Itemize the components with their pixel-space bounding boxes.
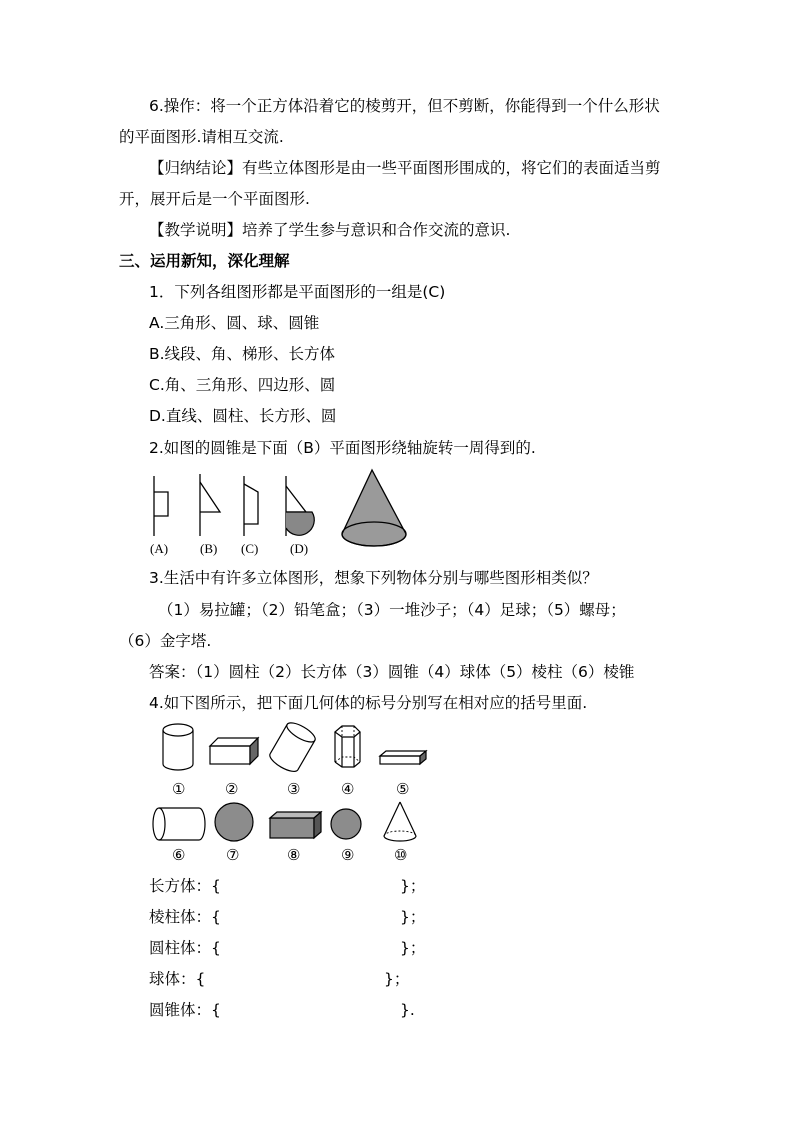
q4-solids-row-1 [150,720,440,780]
solid-2-cuboid [210,738,258,764]
figure-d-triangle-semicircle [286,476,314,536]
solid-label-2: ② [225,782,239,798]
question-1-option-c: C.角、三角形、四边形、圆 [149,376,336,394]
caption-d: (D) [290,541,309,556]
solid-label-4: ④ [341,782,355,798]
solid-3-tilted-cylinder [267,719,318,775]
solid-label-10: ⑩ [394,848,408,864]
question-4: 4.如下图所示，把下面几何体的标号分别写在相对应的括号里面. [149,694,588,712]
q4-solids-row-2 [150,800,440,850]
solid-7-sphere [215,803,253,841]
q2-figures [140,462,420,552]
solid-5-flat-cuboid [380,751,426,764]
question-3-items-2: （6）金字塔. [119,632,212,650]
question-3: 3.生活中有许多立体图形，想象下列物体分别与哪些图形相类似？ [149,569,598,587]
blank-cuboid-label: 长方体：{ [149,877,221,895]
figure-c-trapezoid [244,476,258,536]
question-3-items-1: （1）易拉罐；（2）铅笔盒；（3）一堆沙子；（4）足球；（5）螺母； [158,601,626,619]
solid-label-1: ① [172,782,186,798]
step-6-line-2: 的平面图形.请相互交流. [119,128,284,146]
step-6-line-1: 6.操作：将一个正方体沿着它的棱剪开，但不剪断，你能得到一个什么形状 [149,97,660,115]
solid-6-horizontal-cylinder [153,808,205,840]
blank-cylinder-end: }； [400,939,426,957]
solid-label-5: ⑤ [396,782,410,798]
conclusion-line-1: 【归纳结论】有些立体图形是由一些平面图形围成的，将它们的表面适当剪 [149,159,661,177]
cone-figure [342,470,406,546]
solid-label-9: ⑨ [341,848,355,864]
solid-10-cone [384,802,416,841]
solid-4-hexagonal-prism [335,726,360,767]
figure-b-triangle [200,474,220,536]
blank-prism-label: 棱柱体：{ [149,908,221,926]
figure-a-rectangle [154,476,168,536]
question-1-option-a: A.三角形、圆、球、圆锥 [149,314,320,332]
caption-a: (A) [150,541,169,556]
conclusion-line-2: 开，展开后是一个平面图形. [119,190,310,208]
caption-b: (B) [200,541,218,556]
blank-sphere-end: }； [384,970,410,988]
question-1-option-b: B.线段、角、梯形、长方体 [149,345,336,363]
blank-prism-end: }； [400,908,426,926]
section-heading: 三、运用新知，深化理解 [119,252,290,270]
solid-label-8: ⑧ [287,848,301,864]
solid-label-7: ⑦ [226,848,240,864]
solid-8-cuboid [270,812,321,838]
solid-9-sphere [331,809,361,839]
question-1: 1．下列各组图形都是平面图形的一组是(C) [149,283,446,301]
blank-cone-label: 圆锥体：{ [149,1001,221,1019]
caption-c: (C) [241,541,259,556]
blank-sphere-label: 球体：{ [149,970,206,988]
blank-cuboid-end: }； [400,877,426,895]
question-1-option-d: D.直线、圆柱、长方形、圆 [149,407,337,425]
solid-label-6: ⑥ [172,848,186,864]
solid-1-cylinder [163,724,193,770]
blank-cone-end: }. [400,1001,415,1019]
blank-cylinder-label: 圆柱体：{ [149,939,221,957]
teaching-note: 【教学说明】培养了学生参与意识和合作交流的意识. [149,221,511,239]
question-3-answer: 答案：（1）圆柱（2）长方体（3）圆锥（4）球体（5）棱柱（6）棱锥 [149,663,635,681]
solid-label-3: ③ [287,782,301,798]
question-2: 2.如图的圆锥是下面（B）平面图形绕轴旋转一周得到的. [149,439,536,457]
